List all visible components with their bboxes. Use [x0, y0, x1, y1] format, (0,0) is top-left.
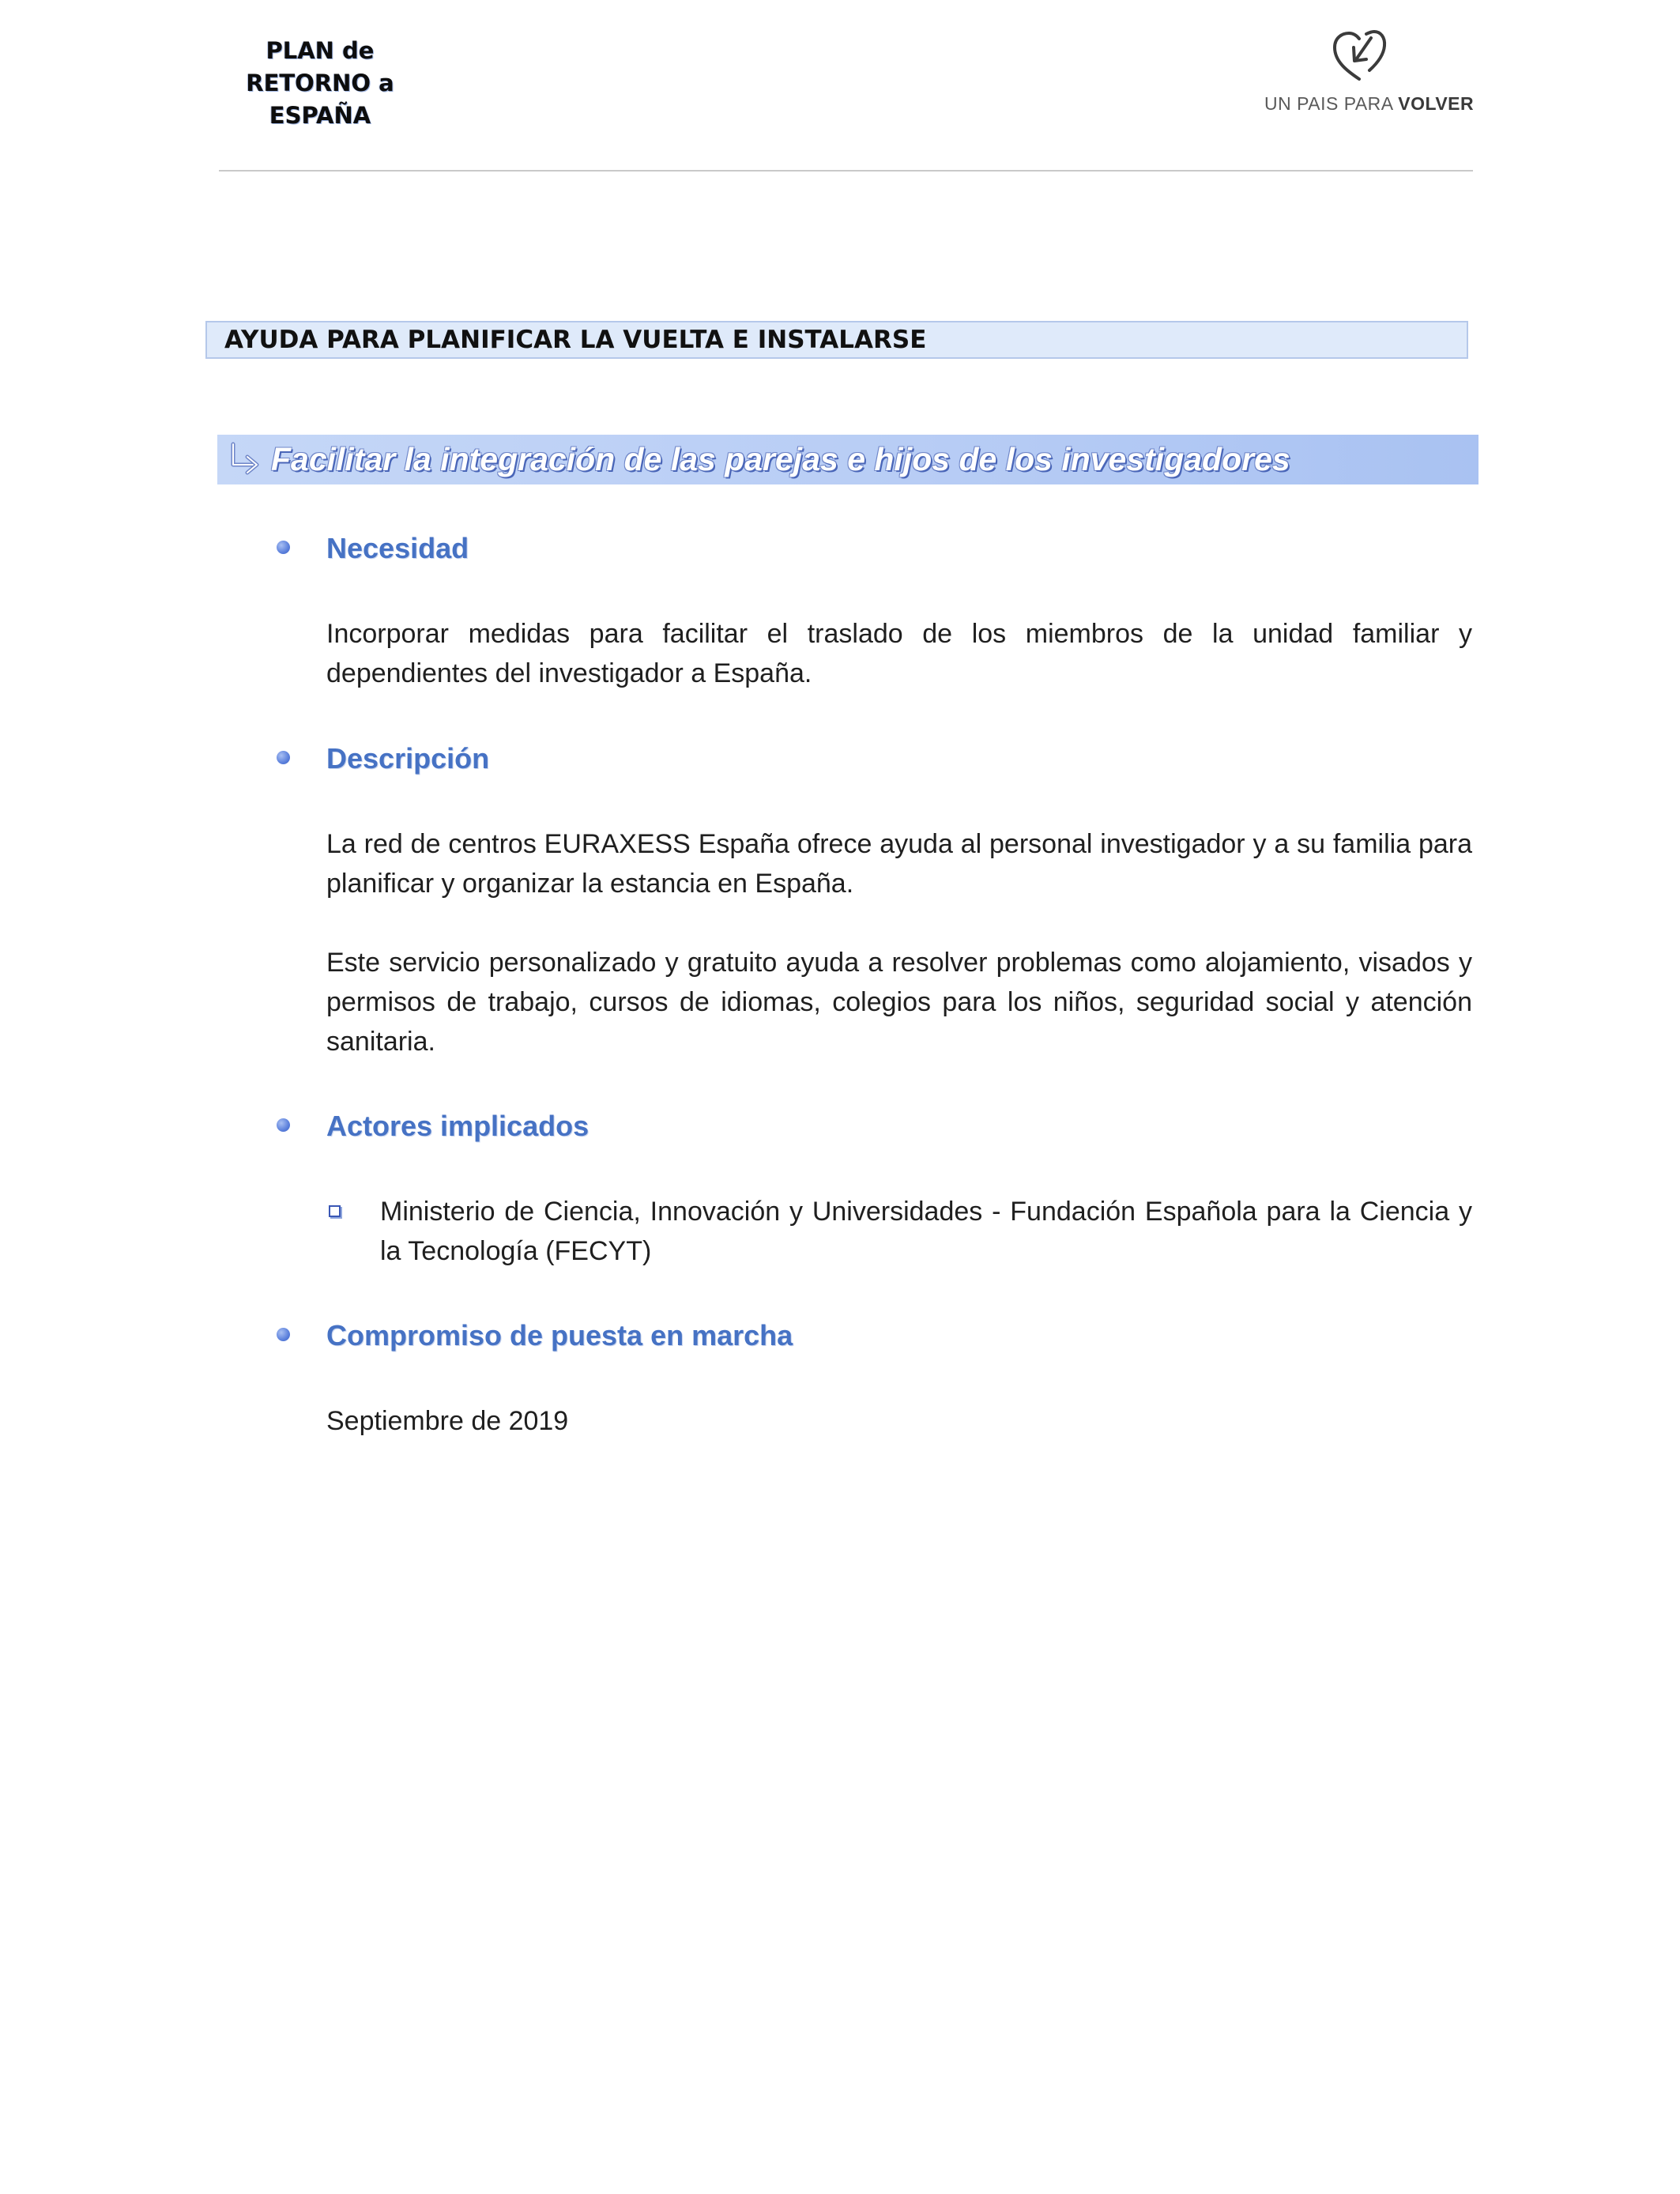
- header-divider: [219, 170, 1473, 172]
- plan-title-line-3: ESPAÑA: [269, 102, 371, 129]
- section-title: AYUDA PARA PLANIFICAR LA VUELTA E INSTALARSE: [205, 321, 1468, 359]
- necesidad-text: Incorporar medidas para facilitar el traslado de los miembros de la unidad familiar y dependientes del investigador a España.: [326, 619, 1472, 688]
- necesidad-label: Necesidad: [326, 532, 469, 564]
- bullet-icon: [277, 541, 290, 554]
- bullet-icon: [277, 1328, 290, 1341]
- compromiso-text: Septiembre de 2019: [326, 1406, 569, 1436]
- checkbox-square-icon: [329, 1205, 341, 1217]
- bullet-icon: [277, 751, 290, 764]
- descripcion-paragraph-1: La red de centros EURAXESS España ofrece ayuda al personal investigador y a su familia para planificar y organizar la estancia en España.: [326, 829, 1472, 899]
- bullet-icon: [277, 1118, 290, 1132]
- plan-title-line-1: PLAN de: [266, 37, 375, 64]
- logo-text: [1264, 93, 1475, 115]
- measure-heading-band: [217, 435, 1478, 484]
- bent-arrow-icon: [227, 441, 263, 477]
- plan-title-line-2: RETORNO a: [246, 70, 394, 96]
- descripcion-paragraph-2: Este servicio personalizado y gratuito ayuda a resolver problemas como alojamiento, visados y permisos de trabajo, cursos de idiomas, colegios para los niños, seguridad social y atención sanitaria.: [326, 948, 1472, 1057]
- logo: [1264, 27, 1475, 115]
- descripcion-label: Descripción: [326, 742, 490, 775]
- arrow-heart-icon: [1330, 27, 1388, 84]
- plan-title: [237, 35, 403, 132]
- logo-text-normal: UN PAIS PARA: [1264, 93, 1399, 114]
- measure-heading: Facilitar la integración de las parejas e hijos de los investigadores: [271, 441, 1290, 477]
- actores-label: Actores implicados: [326, 1110, 590, 1142]
- compromiso-label: Compromiso de puesta en marcha: [326, 1319, 793, 1351]
- actores-item-text: Ministerio de Ciencia, Innovación y Universidades - Fundación Española para la Ciencia y la Tecnología (FECYT): [380, 1197, 1472, 1266]
- logo-text-bold: VOLVER: [1398, 93, 1475, 114]
